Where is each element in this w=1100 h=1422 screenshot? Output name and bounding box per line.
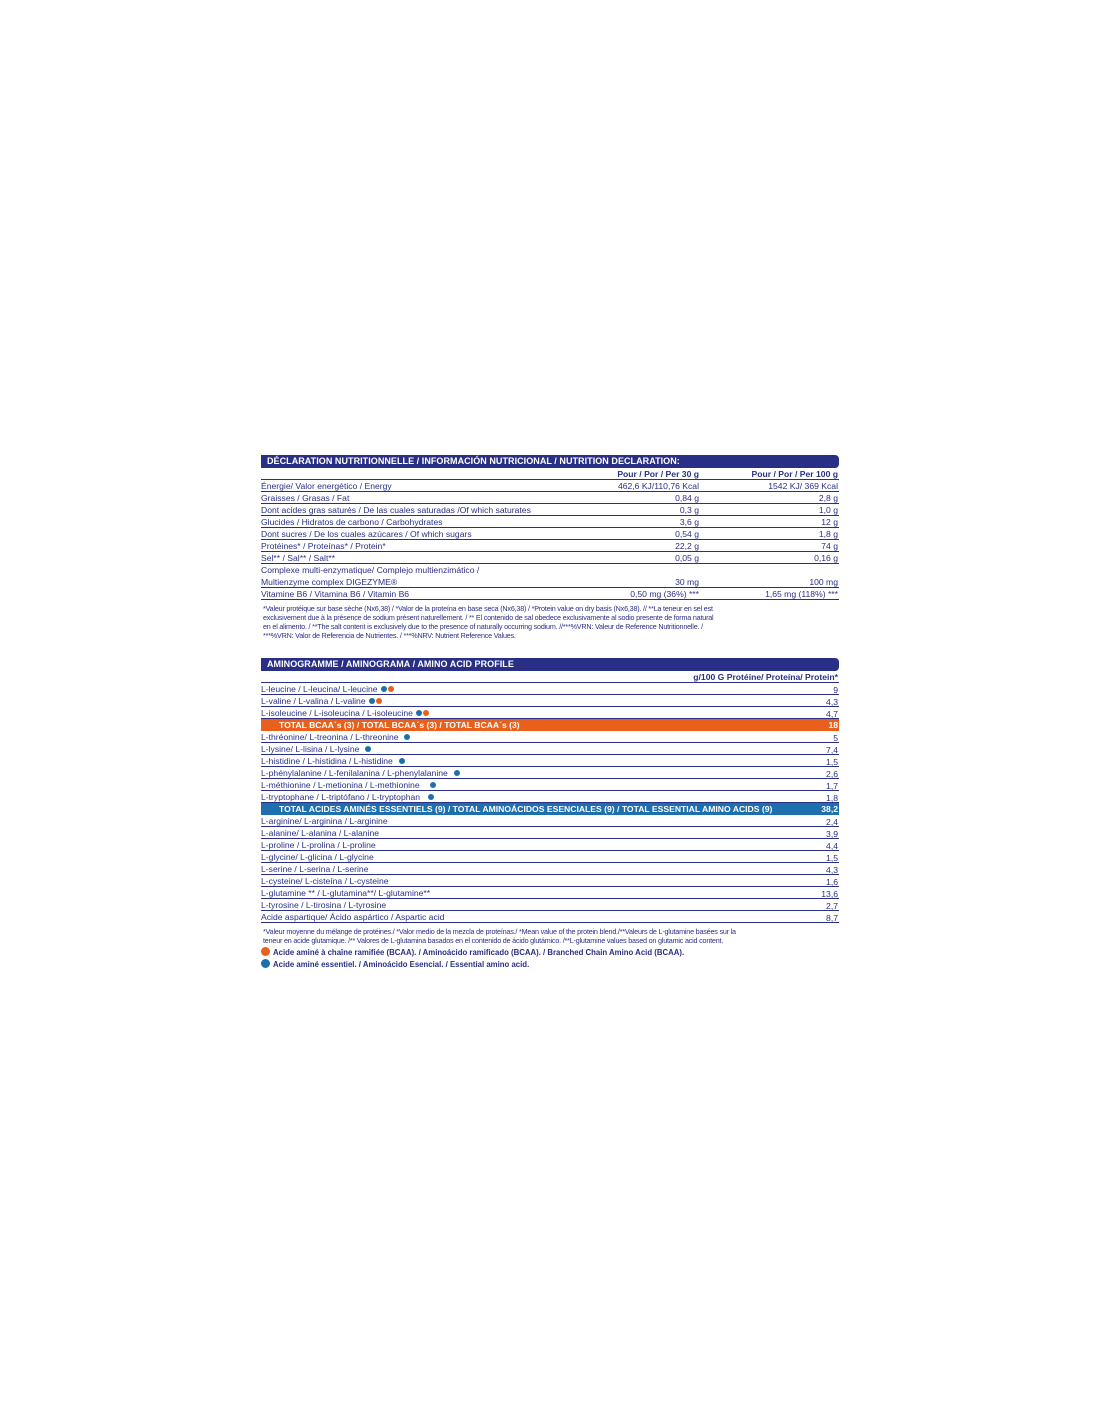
footnote-line: exclusivement due à la présence de sodium présent naturellement. / ** El contenido de sal obedece exclusivamente al sodio presente de forma natural [263, 613, 714, 622]
table-row-enzyme [261, 564, 839, 588]
bcaa-dot-icon [423, 710, 429, 716]
total-bcaa-label: TOTAL BCAA´s (3) / TOTAL BCAA´s (3) / TOTAL BCAA´s (3) [279, 720, 520, 730]
total-essential-value: 38,2 [821, 804, 838, 814]
table-row [261, 552, 839, 564]
amino-footnotes [261, 927, 839, 945]
essential-dot-icon [404, 734, 410, 740]
row-value-100g: 100 mg [809, 577, 838, 587]
row-value-100g: 1,0 g [818, 505, 838, 515]
essential-dot-icon [261, 959, 270, 968]
table-row [261, 540, 839, 552]
row-label: L-tyrosine / L-tirosina / L-tyrosine [261, 900, 387, 910]
amino-row [261, 839, 839, 851]
table-row [261, 516, 839, 528]
row-label: L-lysine/ L-lisina / L-lysine [261, 743, 371, 755]
row-value-30g: 22,2 g [675, 541, 699, 551]
row-value-30g: 0,54 g [675, 529, 699, 539]
row-label: Sel** / Sal** / Salt** [261, 553, 336, 563]
row-label: L-valine / L-valina / L-valine [261, 695, 382, 707]
row-value: 4,4 [826, 841, 838, 851]
col-per-30g: Pour / Por / Per 30 g [617, 469, 699, 479]
row-value: 1,6 [826, 877, 838, 887]
enzyme-label-line2: Multienzyme complex DIGEZYME® [261, 577, 398, 587]
row-label: L-glutamine ** / L-glutamina**/ L-glutamine** [261, 888, 431, 898]
total-bcaa-value: 18 [828, 720, 838, 730]
row-label: L-arginine/ L-arginina / L-arginine [261, 816, 388, 826]
row-label: L-alanine/ L-alanina / L-alanine [261, 828, 380, 838]
row-value-30g: 0,3 g [679, 505, 699, 515]
row-label: Glucides / Hidratos de carbono / Carbohydrates [261, 517, 443, 527]
row-label: L-cysteine/ L-cisteína / L-cysteine [261, 876, 389, 886]
row-value-30g: 0,50 mg (36%) *** [630, 589, 699, 599]
essential-dot-icon [430, 782, 436, 788]
essential-dot-icon [369, 698, 375, 704]
table-row [261, 528, 839, 540]
row-value: 2,4 [826, 817, 838, 827]
col-per-100g: Pour / Por / Per 100 g [751, 469, 838, 479]
row-value-100g: 0,16 g [814, 553, 838, 563]
row-label: L-méthionine / L-metionina / L-methionine [261, 779, 436, 791]
row-value: 4,7 [826, 709, 838, 719]
row-value-100g: 1542 KJ/ 369 Kcal [768, 481, 838, 491]
amino-row [261, 875, 839, 887]
row-value: 2,6 [826, 769, 838, 779]
legend-essential [261, 959, 839, 971]
row-label: Protéines* / Proteínas* / Protein* [261, 541, 386, 551]
row-label: L-proline / L-prolina / L-proline [261, 840, 376, 850]
amino-row-methionine [261, 779, 839, 791]
row-value-30g: 0,05 g [675, 553, 699, 563]
legend-bcaa [261, 947, 839, 959]
row-value-100g: 1,8 g [818, 529, 838, 539]
essential-dot-icon [416, 710, 422, 716]
row-value: 5 [833, 733, 838, 743]
total-essential-label: TOTAL ACIDES AMINÉS ESSENTIELS (9) / TOTAL AMINOÁCIDOS ESENCIALES (9) / TOTAL ESSENTIAL AMINO ACIDS (9) [279, 804, 773, 814]
footnote-line: *Valeur moyenne du mélange de protéines./ *Valor medio de la mezcla de proteínas./ *Mean value of the protein blend./**Valeurs de L-glutamine basées sur la [263, 927, 736, 936]
row-label [261, 564, 479, 588]
row-value-100g: 12 g [821, 517, 838, 527]
table-row [261, 480, 839, 492]
row-label: L-glycine/ L-glicina / L-glycine [261, 852, 374, 862]
row-label: L-isoleucine / L-isoleucina / L-isoleucine [261, 707, 429, 719]
row-label: L-phénylalanine / L-fenilalanina / L-phenylalanine [261, 767, 460, 779]
amino-row-histidine [261, 755, 839, 767]
bcaa-dot-icon [376, 698, 382, 704]
row-value: 3,9 [826, 829, 838, 839]
row-value: 4,3 [826, 865, 838, 875]
footnote-line: ***%VRN: Valor de Referencia de Nutrientes. / ***%NRV: Nutrient Reference Values. [263, 631, 516, 640]
amino-row-lysine [261, 743, 839, 755]
amino-row [261, 827, 839, 839]
enzyme-label-line1: Complexe multi-enzymatique/ Complejo multienzimático / [261, 565, 480, 575]
amino-row-isoleucine [261, 707, 839, 719]
bcaa-dot-icon [261, 947, 270, 956]
footnote-line: teneur en acide glutamique. /** Valores de L-glutamina basados en el contenido de ácido glutámico. /**L-glutamine values based on glutamic acid content. [263, 936, 724, 945]
amino-row-tryptophan [261, 791, 839, 803]
row-label: Dont sucres / De los cuales azúcares / Of which sugars [261, 529, 472, 539]
row-label: Acide aspartique/ Ácido aspártico / Aspartic acid [261, 912, 445, 922]
row-label: L-tryptophane / L-triptófano / L-tryptophan [261, 791, 434, 803]
row-label: Vitamine B6 / Vitamina B6 / Vitamin B6 [261, 589, 410, 599]
footnote-line: *Valeur protéique sur base sèche (Nx6,38) / *Valor de la proteína en base seca (Nx6,38) / *Protein value on dry basis (Nx6,38). // **La teneur en sel est [263, 604, 713, 613]
row-value-30g: 462,6 KJ/110,76 Kcal [617, 481, 699, 491]
amino-row-valine [261, 695, 839, 707]
essential-dot-icon [454, 770, 460, 776]
row-value: 13,6 [821, 889, 838, 899]
col-per-100g-protein: g/100 G Protéine/ Proteína/ Protein* [693, 672, 838, 682]
row-value-100g: 74 g [821, 541, 838, 551]
legend-essential-label: Acide aminé essentiel. / Aminoácido Esencial. / Essential amino acid. [273, 960, 530, 969]
amino-row-threonine [261, 731, 839, 743]
row-value-30g: 30 mg [675, 577, 699, 587]
row-value: 2,7 [826, 901, 838, 911]
nutrition-footnotes [261, 604, 839, 640]
amino-column-header [261, 671, 839, 683]
row-value: 4,3 [826, 697, 838, 707]
row-value: 1,8 [826, 793, 838, 803]
row-value: 1,5 [826, 853, 838, 863]
total-essential-row [261, 803, 839, 815]
row-value: 7,4 [826, 745, 838, 755]
footnote-line: en el alimento. / **The salt content is exclusively due to the presence of naturally occurring sodium. //***%VRN: Valeur de Reference Nutritionnelle. / [263, 622, 703, 631]
amino-header: AMINOGRAMME / AMINOGRAMA / AMINO ACID PROFILE [261, 658, 839, 671]
nutrition-column-headers [261, 468, 839, 480]
amino-row-phenylalanine [261, 767, 839, 779]
amino-row [261, 851, 839, 863]
row-value: 1,5 [826, 757, 838, 767]
row-label: Énergie/ Valor energético / Energy [261, 481, 392, 491]
row-label: L-histidine / L-histidina / L-histidine [261, 755, 405, 767]
amino-row [261, 887, 839, 899]
row-value-30g: 3,6 g [679, 517, 699, 527]
row-value: 1,7 [826, 781, 838, 791]
row-value-30g: 0,84 g [675, 493, 699, 503]
table-row-vitamin-b6 [261, 588, 839, 600]
bcaa-dot-icon [388, 686, 394, 692]
amino-row-leucine [261, 683, 839, 695]
essential-dot-icon [365, 746, 371, 752]
amino-panel [261, 658, 839, 971]
row-value: 8,7 [826, 913, 838, 923]
row-label: Dont acides gras saturés / De las cuales saturadas /Of which saturates [261, 505, 531, 515]
essential-dot-icon [381, 686, 387, 692]
nutrition-panel [261, 455, 839, 640]
row-label: Graisses / Grasas / Fat [261, 493, 350, 503]
legend [261, 947, 839, 971]
amino-row [261, 863, 839, 875]
table-row [261, 504, 839, 516]
row-value-100g: 2,8 g [818, 493, 838, 503]
essential-dot-icon [399, 758, 405, 764]
amino-row [261, 899, 839, 911]
amino-row [261, 815, 839, 827]
legend-bcaa-label: Acide aminé à chaîne ramifiée (BCAA). / Aminoácido ramificado (BCAA). / Branched Chain Amino Acid (BCAA). [273, 948, 685, 957]
total-bcaa-row [261, 719, 839, 731]
nutrition-header: DÉCLARATION NUTRITIONNELLE / INFORMACIÓN NUTRICIONAL / NUTRITION DECLARATION: [261, 455, 839, 468]
row-label: L-leucine / L-leucina/ L-leucine [261, 683, 394, 695]
row-label: L-thréonine/ L-treonina / L-threonine [261, 731, 410, 743]
row-label: L-serine / L-serina / L-serine [261, 864, 369, 874]
essential-dot-icon [428, 794, 434, 800]
amino-row [261, 911, 839, 923]
row-value: 9 [833, 685, 838, 695]
table-row [261, 492, 839, 504]
row-value-100g: 1,65 mg (118%) *** [765, 589, 838, 599]
